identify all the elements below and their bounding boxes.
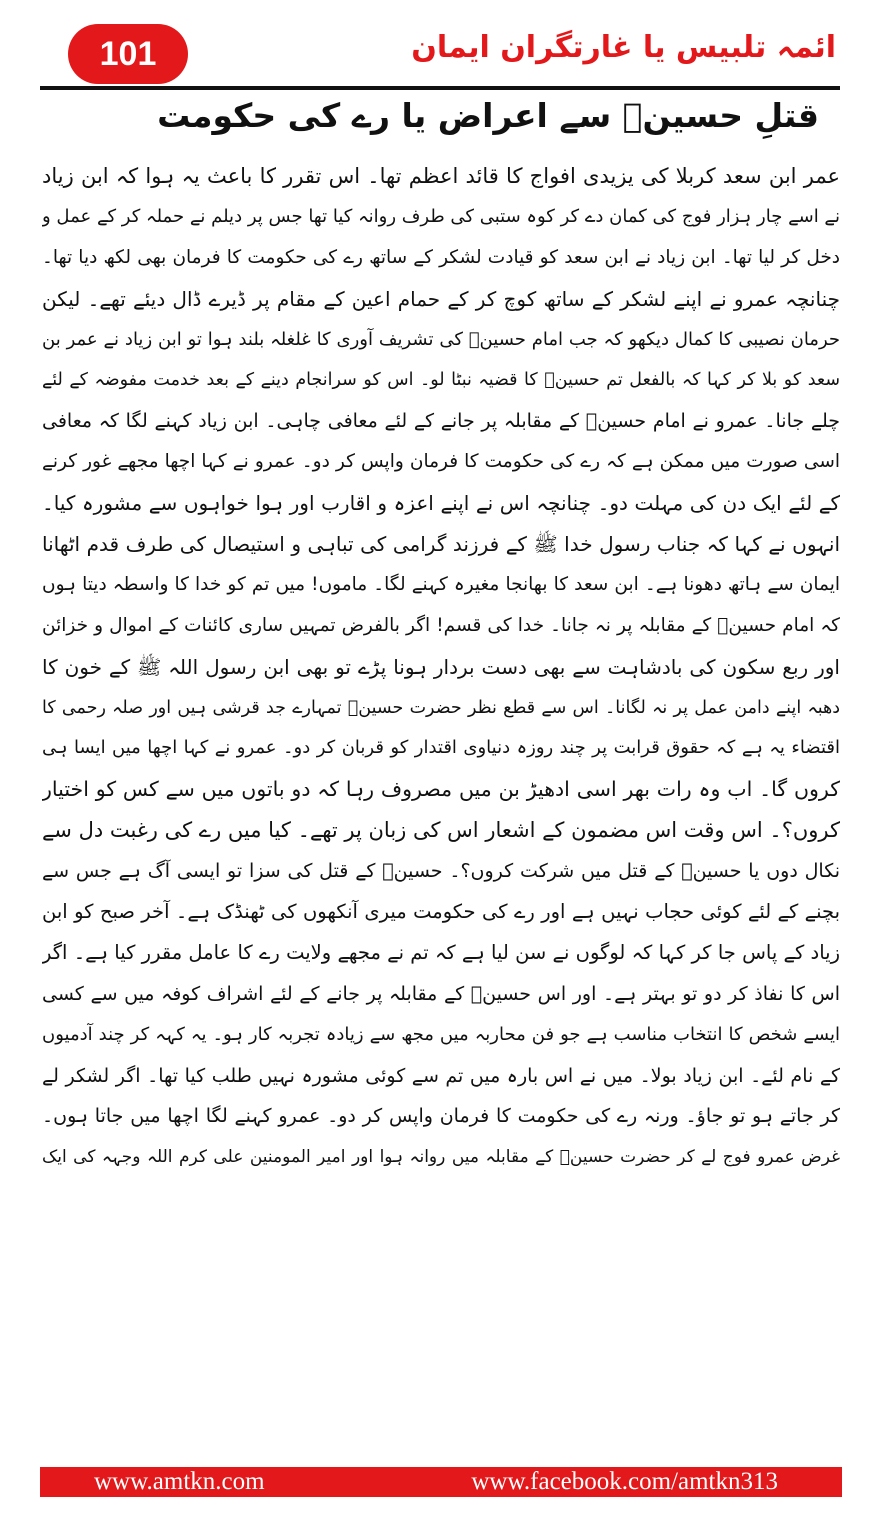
text-line: اقتضاء یہ ہے کہ حقوق قرابت پر چند روزہ دنیاوی اقتدار کو قربان کر دو۔ عمرو نے کہا اچھا میں ایسا ہی — [42, 737, 840, 759]
text-line: زیاد کے پاس جا کر کہا کہ لوگوں نے سن لیا ہے کہ تم نے مجھے ولایت رے کا عامل مقرر کیا ہے۔ اگر — [42, 940, 840, 964]
text-line: کروں گا۔ اب وہ رات بھر اسی ادھیڑ بن میں مصروف رہا کہ دو باتوں میں سے کس کو اختیار — [42, 777, 840, 802]
book-title: ائمہ تلبیس یا غارتگران ایمان — [411, 30, 836, 65]
text-line: حرمان نصیبی کا کمال دیکھو کہ جب امام حسینؓ کی تشریف آوری کا غلغلہ بلند ہوا تو ابن زیاد نے عمر بن — [42, 328, 840, 350]
text-line: دخل کر لیا تھا۔ ابن زیاد نے ابن سعد کو قیادت لشکر کے ساتھ رے کی حکومت کا فرمان بھی لکھ دیا تھا۔ — [42, 246, 840, 268]
text-line: نکال دوں یا حسینؓ کے قتل میں شرکت کروں؟۔ حسینؓ کے قتل کی سزا تو ایسی آگ ہے جس سے — [42, 860, 840, 883]
text-line: چلے جانا۔ عمرو نے امام حسینؓ کے مقابلہ پر جانے کے لئے معافی چاہی۔ ابن زیاد کہنے لگا کہ معافی — [42, 410, 840, 433]
text-line: کے لئے ایک دن کی مہلت دو۔ چنانچہ اس نے اپنے اعزہ و اقارب اور ہوا خواہوں سے مشورہ کیا۔ — [42, 491, 840, 516]
text-line: کر جاتے ہو تو جاؤ۔ ورنہ رے کی حکومت کا فرمان واپس کر دو۔ عمرو کہنے لگا اچھا میں جاتا ہوں۔ — [42, 1105, 840, 1128]
text-line: کروں؟۔ اس وقت اس مضمون کے اشعار اس کی زبان پر تھے۔ کیا میں رے کی رغبت دل سے — [42, 818, 840, 843]
text-line: بچنے کے لئے کوئی حجاب نہیں ہے اور رے کی حکومت میری آنکھوں کی ٹھنڈک ہے۔ آخر صبح کو ابن — [42, 900, 840, 924]
page-header — [40, 14, 840, 84]
header-divider — [40, 86, 840, 90]
footer-bar — [40, 1467, 842, 1497]
text-line: انہوں نے کہا کہ جناب رسول خدا ﷺ کے فرزند گرامی کی تباہی و استیصال کی طرف قدم اٹھانا — [42, 532, 840, 557]
website-link[interactable]: www.amtkn.com — [94, 1468, 265, 1495]
text-line: اسی صورت میں ممکن ہے کہ رے کی حکومت کا فرمان واپس کر دو۔ عمرو نے کہا اچھا مجھے غور کرنے — [42, 451, 840, 473]
text-line: اس کا نفاذ کر دو تو بہتر ہے۔ اور اس حسینؓ کے مقابلہ پر جانے کے لئے اشراف کوفہ میں سے کسی — [42, 982, 840, 1005]
chapter-title: قتلِ حسینؓ سے اعراض یا رے کی حکومت — [157, 96, 819, 135]
text-line: عمر ابن سعد کربلا کی یزیدی افواج کا قائد اعظم تھا۔ اس تقرر کا باعث یہ ہوا کہ ابن زیاد — [42, 164, 840, 188]
text-line: ایمان سے ہاتھ دھونا ہے۔ ابن سعد کا بھانجا مغیرہ کہنے لگا۔ ماموں! میں تم کو خدا کا واسطہ دیتا ہوں — [42, 573, 840, 595]
text-line: اور ربع سکون کی بادشاہت سے بھی دست بردار ہونا پڑے تو بھی ابن رسول اللہ ﷺ کے خون کا — [42, 654, 840, 679]
text-line: نے اسے چار ہزار فوج کی کمان دے کر کوہ ستبی کی طرف روانہ کیا تھا جس پر دیلم نے حملہ کر کے عمل و — [42, 205, 840, 227]
body-text — [42, 156, 840, 1178]
text-line: سعد کو بلا کر کہا کہ بالفعل تم حسینؓ کا قضیہ نبٹا لو۔ اس کو سرانجام دینے کے بعد خدمت مفوضہ کے لئے — [42, 370, 840, 391]
text-line: ایسے شخص کا انتخاب مناسب ہے جو فن محاربہ میں مجھ سے زیادہ تجربہ کار ہو۔ یہ کہہ کر چند آدمیوں — [42, 1023, 840, 1045]
page-number-badge: 101 — [68, 24, 188, 84]
text-line: کے نام لئے۔ ابن زیاد بولا۔ میں نے اس بارہ میں تم سے کوئی مشورہ نہیں طلب کیا تھا۔ اگر لشکر لے — [42, 1064, 840, 1087]
text-line: چنانچہ عمرو نے اپنے لشکر کے ساتھ کوچ کر کے حمام اعین کے مقام پر ڈیرے ڈال دیئے تھے۔ لیکن — [42, 286, 840, 311]
text-line: دھبہ اپنے دامن عمل پر نہ لگانا۔ اس سے قطع نظر حضرت حسینؓ تمہارے جد قرشی ہیں اور صلہ رحمی کا — [42, 697, 840, 718]
text-line: کہ امام حسینؓ کے مقابلہ پر نہ جانا۔ خدا کی قسم! اگر بالفرض تمہیں ساری کائنات کے اموال و خزائن — [42, 614, 840, 636]
facebook-link[interactable]: www.facebook.com/amtkn313 — [471, 1468, 778, 1495]
text-line: غرض عمرو فوج لے کر حضرت حسینؓ کے مقابلہ میں روانہ ہوا اور امیر المومنین علی کرم اللہ وجہہ کی ایک — [42, 1147, 840, 1168]
